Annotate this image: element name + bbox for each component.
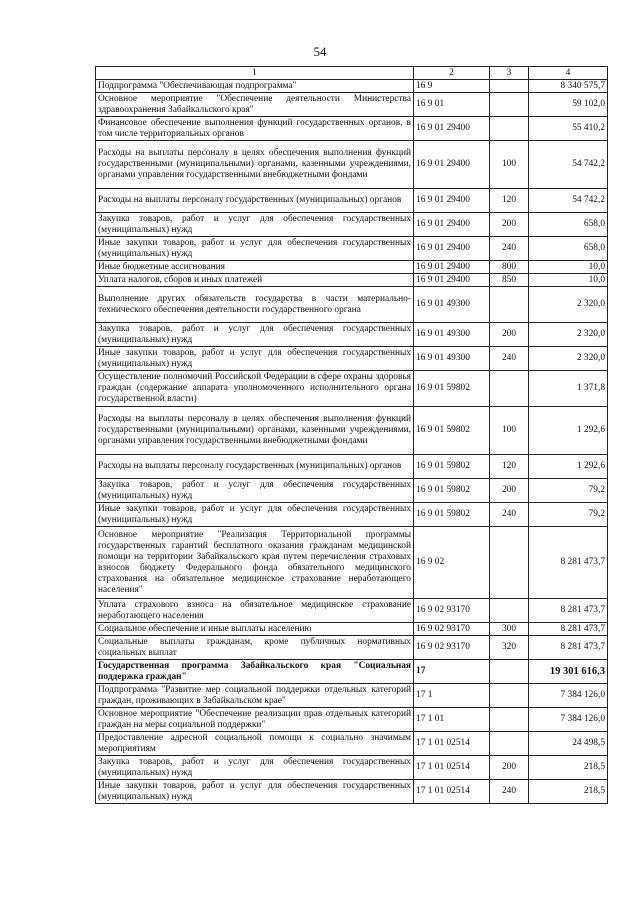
table-row <box>96 623 608 636</box>
row-amount-cell: 79,2 <box>529 503 608 527</box>
table-row <box>96 599 608 623</box>
row-amount-cell: 218,5 <box>529 756 608 780</box>
row-name-cell: Закупка товаров, работ и услуг для обеспечения государственных (муниципальных) нужд <box>96 479 414 503</box>
row-amount-cell: 24 498,5 <box>529 732 608 756</box>
row-code-cell: 16 9 01 59802 <box>414 455 490 479</box>
row-code-cell: 16 9 01 29400 <box>414 213 490 237</box>
row-type-cell: 240 <box>490 237 529 261</box>
table-row <box>96 347 608 371</box>
row-code-cell: 16 9 01 29400 <box>414 141 490 189</box>
row-code-cell: 16 9 01 29400 <box>414 117 490 141</box>
row-name-cell: Иные бюджетные ассигнования <box>96 261 414 274</box>
row-amount-cell: 55 410,2 <box>529 117 608 141</box>
row-amount-cell: 2 320,0 <box>529 323 608 347</box>
row-type-cell: 300 <box>490 623 529 636</box>
row-type-cell: 240 <box>490 503 529 527</box>
row-code-cell: 16 9 01 29400 <box>414 189 490 213</box>
table-row <box>96 93 608 117</box>
row-code-cell: 17 1 <box>414 684 490 708</box>
page-number: 54 <box>313 44 327 59</box>
row-type-cell: 200 <box>490 213 529 237</box>
table-row <box>96 479 608 503</box>
row-type-cell <box>490 684 529 708</box>
row-code-cell: 16 9 02 93170 <box>414 636 490 660</box>
row-amount-cell: 8 340 575,7 <box>529 80 608 93</box>
row-amount-cell: 8 281 473,7 <box>529 527 608 599</box>
row-code-cell: 17 1 01 02514 <box>414 756 490 780</box>
row-amount-cell: 79,2 <box>529 479 608 503</box>
table-row <box>96 780 608 804</box>
row-type-cell <box>490 371 529 407</box>
row-type-cell: 320 <box>490 636 529 660</box>
table-row <box>96 732 608 756</box>
row-amount-cell: 19 301 616,3 <box>529 660 608 684</box>
row-type-cell <box>490 117 529 141</box>
header-col-3: 3 <box>490 67 529 80</box>
row-code-cell: 16 9 02 <box>414 527 490 599</box>
table-row <box>96 636 608 660</box>
row-amount-cell: 59 102,0 <box>529 93 608 117</box>
row-amount-cell: 54 742,2 <box>529 141 608 189</box>
row-name-cell: Иные закупки товаров, работ и услуг для обеспечения государственных (муниципальных) нужд <box>96 780 414 804</box>
row-type-cell <box>490 660 529 684</box>
row-type-cell: 240 <box>490 780 529 804</box>
row-amount-cell: 7 384 126,0 <box>529 684 608 708</box>
row-name-cell: Закупка товаров, работ и услуг для обеспечения государственных (муниципальных) нужд <box>96 323 414 347</box>
row-name-cell: Предоставление адресной социальной помощи к социально значимым мероприятиям <box>96 732 414 756</box>
row-amount-cell: 8 281 473,7 <box>529 599 608 623</box>
row-code-cell: 16 9 02 93170 <box>414 599 490 623</box>
table-row <box>96 503 608 527</box>
row-name-cell: Осуществление полномочий Российской Федерации в сфере охраны здоровья граждан (содержание аппарата уполномоченного исполнительного органа государственной власти) <box>96 371 414 407</box>
row-name-cell: Подпрограмма "Развитие мер социальной поддержки отдельных категорий граждан, проживающих в Забайкальском крае" <box>96 684 414 708</box>
row-amount-cell: 8 281 473,7 <box>529 623 608 636</box>
row-name-cell: Выполнение других обязательств государства в части материально-технического обеспечения деятельности государственного органа <box>96 287 414 323</box>
header-col-1: 1 <box>96 67 414 80</box>
row-amount-cell: 54 742,2 <box>529 189 608 213</box>
row-name-cell: Основное мероприятие "Реализация Территориальной программы государственных гарантий бесплатного оказания гражданам медицинской помощи на территории Забайкальского края путем перечисления страховых взносов бюджету Федерального фонда обязательного медицинского страхования на обязательное медицинское страхование неработающего населения" <box>96 527 414 599</box>
row-type-cell <box>490 732 529 756</box>
row-amount-cell: 7 384 126,0 <box>529 708 608 732</box>
row-type-cell: 200 <box>490 323 529 347</box>
row-code-cell: 16 9 01 49300 <box>414 287 490 323</box>
budget-table <box>95 66 608 804</box>
row-code-cell: 16 9 01 59802 <box>414 407 490 455</box>
table-row <box>96 684 608 708</box>
row-code-cell: 17 1 01 02514 <box>414 732 490 756</box>
row-type-cell: 800 <box>490 261 529 274</box>
row-amount-cell: 10,0 <box>529 274 608 287</box>
row-amount-cell: 658,0 <box>529 213 608 237</box>
row-type-cell: 100 <box>490 141 529 189</box>
row-code-cell: 16 9 01 <box>414 93 490 117</box>
row-name-cell: Основное мероприятие "Обеспечение деятельности Министерства здравоохранения Забайкальского края" <box>96 93 414 117</box>
row-name-cell: Основное мероприятие "Обеспечение реализации прав отдельных категорий граждан на меры социальной поддержки" <box>96 708 414 732</box>
table-row <box>96 189 608 213</box>
row-code-cell: 16 9 01 29400 <box>414 261 490 274</box>
row-name-cell: Расходы на выплаты персоналу государственных (муниципальных) органов <box>96 455 414 479</box>
row-code-cell: 16 9 01 49300 <box>414 347 490 371</box>
row-name-cell: Финансовое обеспечение выполнения функций государственных органов, в том числе территориальных органов <box>96 117 414 141</box>
row-amount-cell: 2 320,0 <box>529 347 608 371</box>
table-row <box>96 407 608 455</box>
table-row <box>96 80 608 93</box>
row-type-cell <box>490 93 529 117</box>
row-type-cell <box>490 80 529 93</box>
row-code-cell: 17 <box>414 660 490 684</box>
row-name-cell: Расходы на выплаты персоналу государственных (муниципальных) органов <box>96 189 414 213</box>
row-code-cell: 16 9 <box>414 80 490 93</box>
row-amount-cell: 218,5 <box>529 780 608 804</box>
table-row <box>96 323 608 347</box>
table-header-row <box>96 67 608 80</box>
table-row <box>96 261 608 274</box>
row-name-cell: Закупка товаров, работ и услуг для обеспечения государственных (муниципальных) нужд <box>96 756 414 780</box>
table-row <box>96 527 608 599</box>
row-name-cell: Уплата налогов, сборов и иных платежей <box>96 274 414 287</box>
row-code-cell: 16 9 02 93170 <box>414 623 490 636</box>
table-row <box>96 756 608 780</box>
header-col-4: 4 <box>529 67 608 80</box>
row-amount-cell: 658,0 <box>529 237 608 261</box>
row-type-cell: 240 <box>490 347 529 371</box>
row-code-cell: 16 9 01 59802 <box>414 371 490 407</box>
row-name-cell: Государственная программа Забайкальского края "Социальная поддержка граждан" <box>96 660 414 684</box>
row-name-cell: Расходы на выплаты персоналу в целях обеспечения выполнения функций государственными (муниципальными) органами, казенными учреждениями, органами управления государственными внебюджетными фондами <box>96 141 414 189</box>
row-type-cell <box>490 287 529 323</box>
row-name-cell: Социальные выплаты гражданам, кроме публичных нормативных социальных выплат <box>96 636 414 660</box>
table-row <box>96 237 608 261</box>
row-name-cell: Иные закупки товаров, работ и услуг для обеспечения государственных (муниципальных) нужд <box>96 237 414 261</box>
table-row <box>96 660 608 684</box>
row-code-cell: 16 9 01 49300 <box>414 323 490 347</box>
table-row <box>96 455 608 479</box>
row-amount-cell: 8 281 473,7 <box>529 636 608 660</box>
row-type-cell <box>490 708 529 732</box>
table-row <box>96 708 608 732</box>
row-code-cell: 16 9 01 29400 <box>414 237 490 261</box>
row-amount-cell: 10,0 <box>529 261 608 274</box>
row-name-cell: Иные закупки товаров, работ и услуг для обеспечения государственных (муниципальных) нужд <box>96 347 414 371</box>
row-type-cell: 120 <box>490 189 529 213</box>
row-name-cell: Уплата страхового взноса на обязательное медицинское страхование неработающего населения <box>96 599 414 623</box>
row-type-cell: 200 <box>490 479 529 503</box>
table-row <box>96 274 608 287</box>
table-row <box>96 371 608 407</box>
row-name-cell: Расходы на выплаты персоналу в целях обеспечения выполнения функций государственными (муниципальными) органами, казенными учреждениями, органами управления государственными внебюджетными фондами <box>96 407 414 455</box>
row-name-cell: Социальное обеспечение и иные выплаты населению <box>96 623 414 636</box>
table-row <box>96 213 608 237</box>
row-code-cell: 17 1 01 02514 <box>414 780 490 804</box>
row-code-cell: 16 9 01 29400 <box>414 274 490 287</box>
row-amount-cell: 1 292,6 <box>529 407 608 455</box>
row-code-cell: 16 9 01 59802 <box>414 479 490 503</box>
row-code-cell: 17 1 01 <box>414 708 490 732</box>
row-type-cell: 120 <box>490 455 529 479</box>
row-name-cell: Иные закупки товаров, работ и услуг для обеспечения государственных (муниципальных) нужд <box>96 503 414 527</box>
row-amount-cell: 2 320,0 <box>529 287 608 323</box>
row-type-cell <box>490 599 529 623</box>
table-row <box>96 117 608 141</box>
row-name-cell: Подпрограмма "Обеспечивающая подпрограмма" <box>96 80 414 93</box>
row-type-cell: 850 <box>490 274 529 287</box>
row-type-cell: 100 <box>490 407 529 455</box>
row-type-cell: 200 <box>490 756 529 780</box>
table-row <box>96 141 608 189</box>
row-amount-cell: 1 292,6 <box>529 455 608 479</box>
table-row <box>96 287 608 323</box>
row-amount-cell: 1 371,8 <box>529 371 608 407</box>
header-col-2: 2 <box>414 67 490 80</box>
row-code-cell: 16 9 01 59802 <box>414 503 490 527</box>
row-type-cell <box>490 527 529 599</box>
row-name-cell: Закупка товаров, работ и услуг для обеспечения государственных (муниципальных) нужд <box>96 213 414 237</box>
